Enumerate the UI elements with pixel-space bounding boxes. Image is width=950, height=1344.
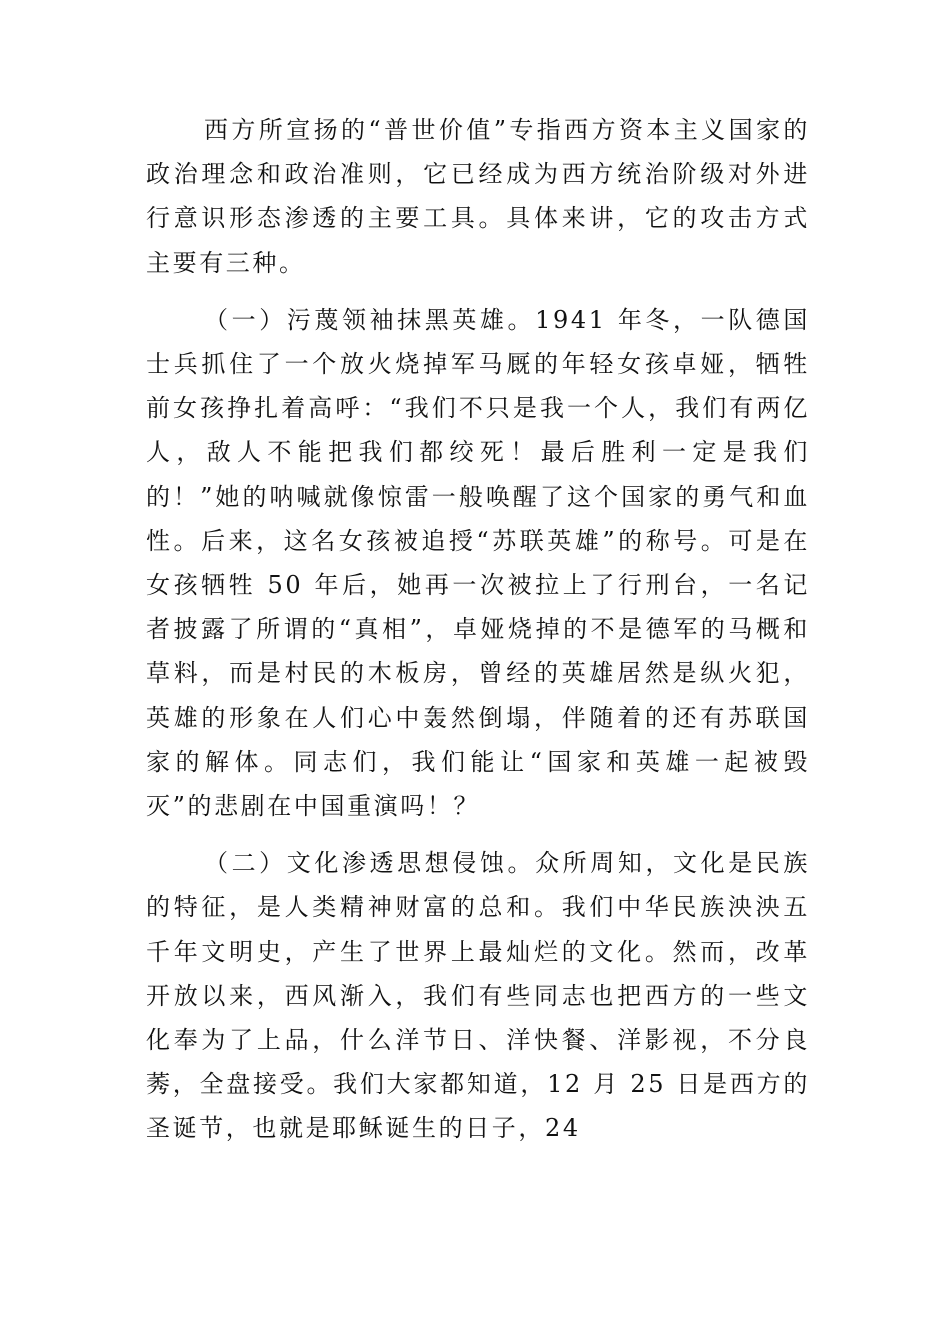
paragraph-intro: 西方所宣扬的“普世价值”专指西方资本主义国家的政治理念和政治准则，它已经成为西方统治阶级对外进行意识形态渗透的主要工具。具体来讲，它的攻击方式主要有三种。 [146, 116, 810, 277]
paragraph-section-one: （一）污蔑领袖抹黑英雄。1941 年冬，一队德国士兵抓住了一个放火烧掉军马厩的年轻女孩卓娅，牺牲前女孩挣扎着高呼：“我们不只是我一个人，我们有两亿人，敌人不能把我们都绞死！最后胜利一定是我们的！”她的呐喊就像惊雷一般唤醒了这个国家的勇气和血性。后来，这名女孩被追授“苏联英雄”的称号。可是在女孩牺牲 50 年后，她再一次被拉上了行刑台，一名记者披露了所谓的“真相”，卓娅烧掉的不是德军的马概和草料，而是村民的木板房，曾经的英雄居然是纵火犯，英雄的形象在人们心中轰然倒塌，伴随着的还有苏联国家的解体。同志们，我们能让“国家和英雄一起被毁灭”的悲剧在中国重演吗！？ [146, 305, 810, 821]
paragraph-section-two: （二）文化渗透思想侵蚀。众所周知，文化是民族的特征，是人类精神财富的总和。我们中华民族泱泱五千年文明史，产生了世界上最灿烂的文化。然而，改革开放以来，西风渐入，我们有些同志也把西方的一些文化奉为了上品，什么洋节日、洋快餐、洋影视，不分良莠，全盘接受。我们大家都知道，12 月 25 日是西方的圣诞节，也就是耶稣诞生的日子，24 [146, 849, 810, 1143]
document-body [146, 108, 810, 1151]
